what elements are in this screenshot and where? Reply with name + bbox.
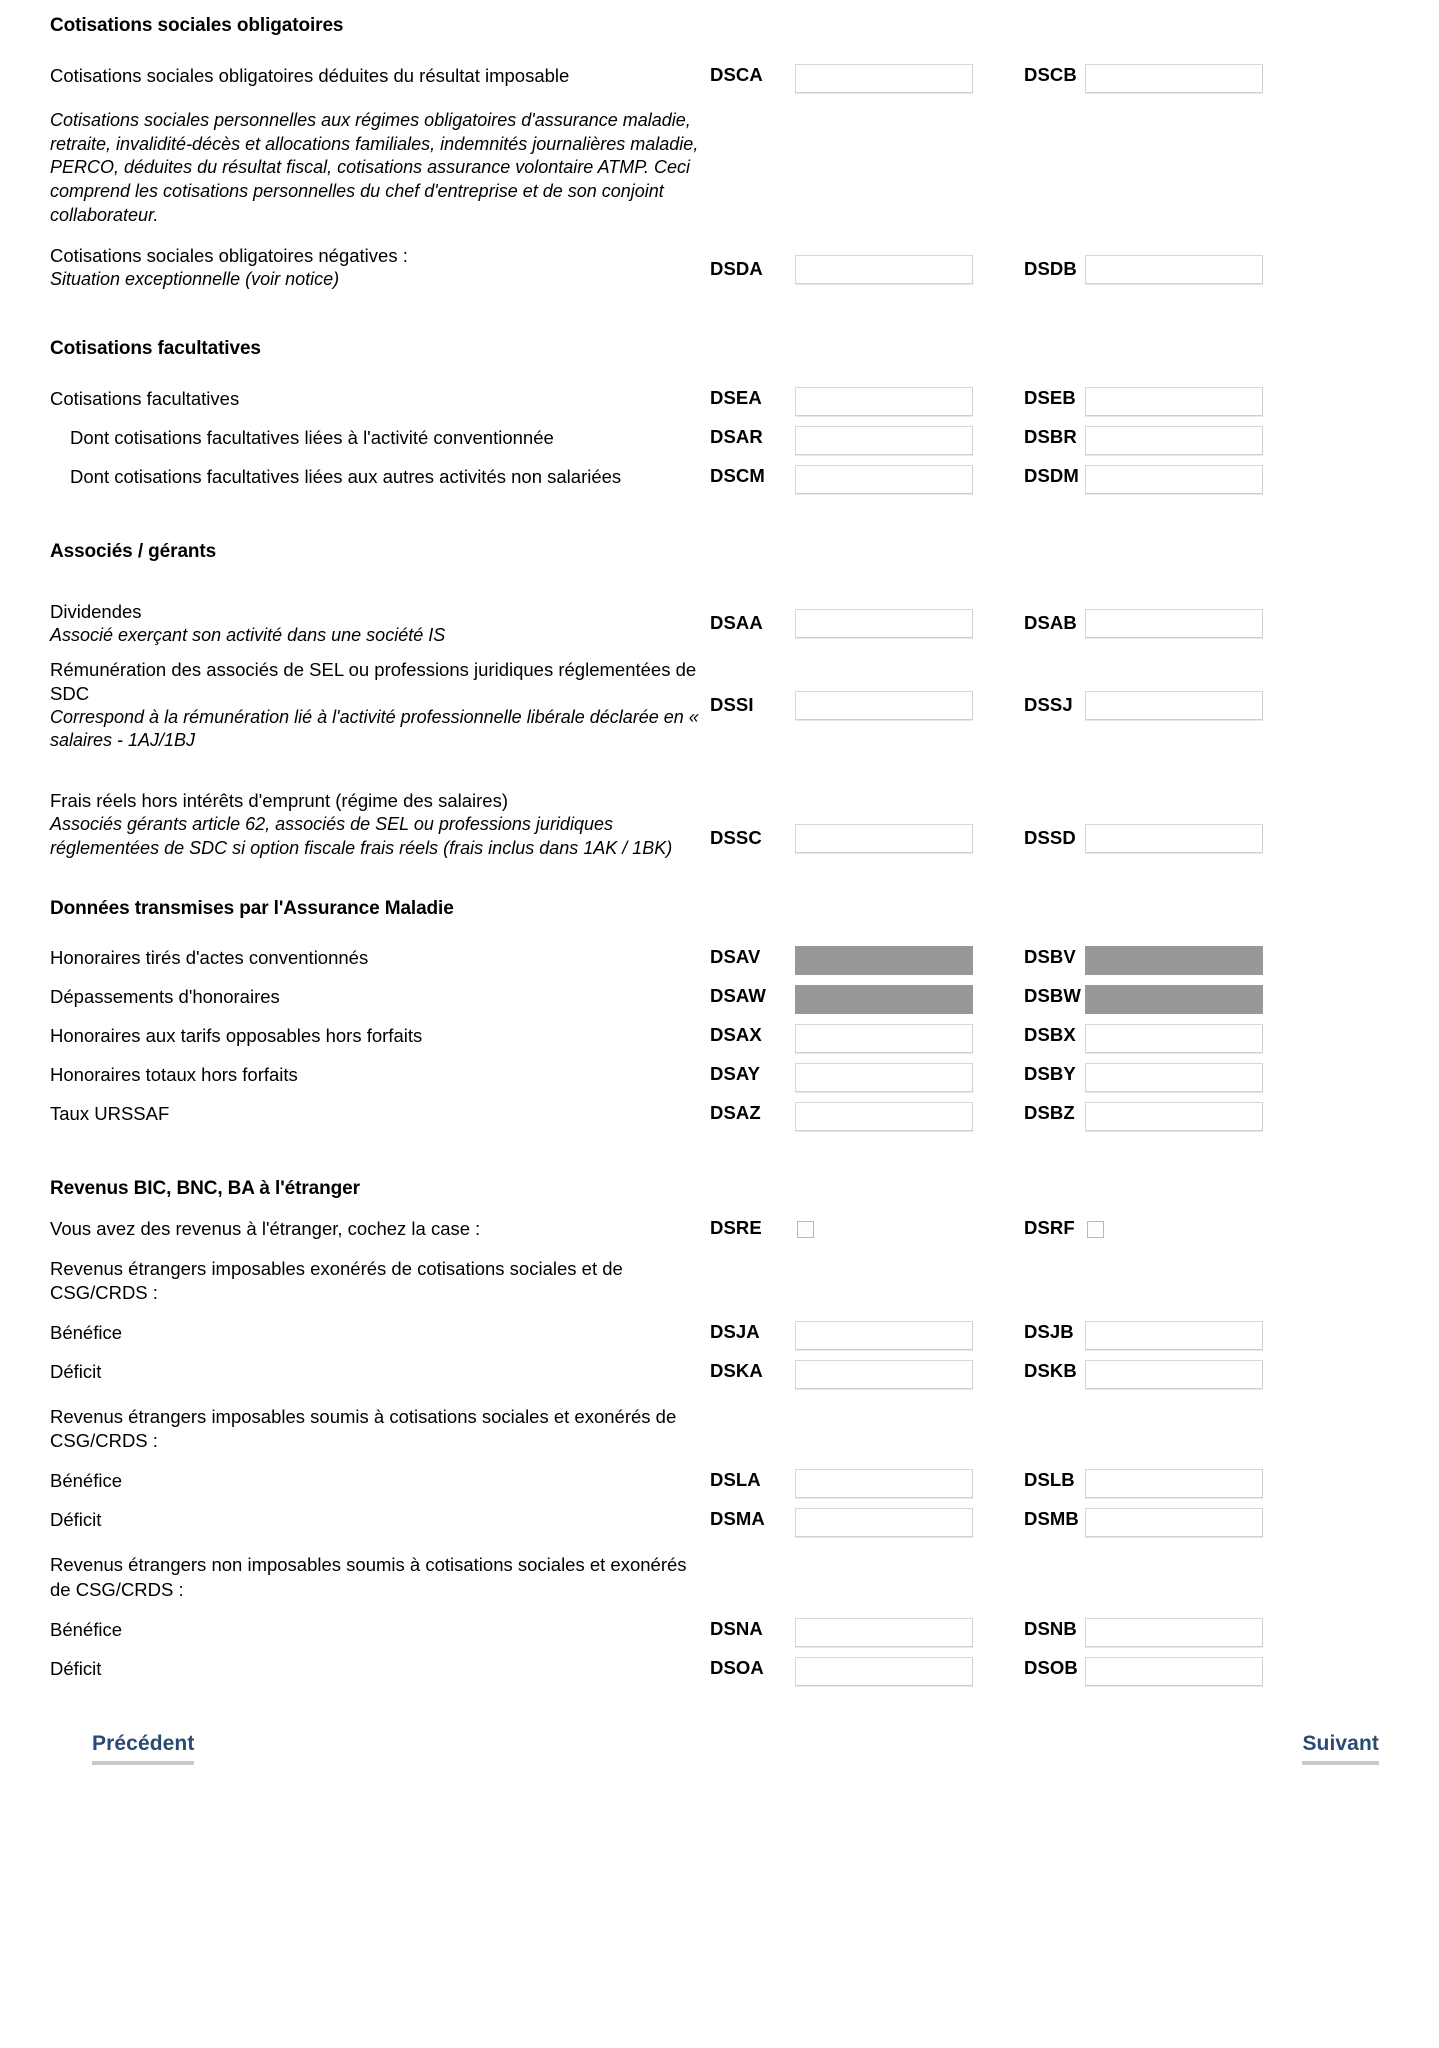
field-code-a: DSAX <box>710 1024 762 1046</box>
field-row-dska <box>0 1360 1439 1389</box>
checkbox-dsre[interactable] <box>797 1221 814 1238</box>
checkbox-dsrf[interactable] <box>1087 1221 1104 1238</box>
input-dsax[interactable] <box>795 1024 973 1053</box>
section-heading-row <box>0 337 1439 361</box>
field-code-b: DSBY <box>1024 1063 1076 1085</box>
input-dsab[interactable] <box>1085 609 1263 638</box>
footer-navigation <box>0 1732 1439 1765</box>
field-row-dsaz <box>0 1102 1439 1131</box>
field-row-dsaa <box>0 600 1439 648</box>
input-dsmb[interactable] <box>1085 1508 1263 1537</box>
subsection-label-soumis-cotisations <box>0 1405 1439 1453</box>
field-code-b: DSDB <box>1024 257 1077 279</box>
field-code-b: DSLB <box>1024 1469 1075 1491</box>
field-row-dsna <box>0 1618 1439 1647</box>
input-dsbr[interactable] <box>1085 426 1263 455</box>
section-title: Données transmises par l'Assurance Maladie <box>50 897 454 919</box>
field-hint: Associés gérants article 62, associés de SEL ou professions juridiques réglementées de SDC si option fiscale frais réels (frais inclus dans 1AK / 1BK) <box>50 814 673 858</box>
field-code-a: DSMA <box>710 1508 765 1530</box>
subsection-label-exoneres-cotisations <box>0 1257 1439 1305</box>
field-code-a: DSAR <box>710 426 763 448</box>
field-label: Déficit <box>50 1657 102 1679</box>
field-row-dsar <box>0 426 1439 455</box>
field-code-a: DSRE <box>710 1217 762 1239</box>
field-code-b: DSOB <box>1024 1656 1078 1678</box>
field-code-b: DSSD <box>1024 827 1076 849</box>
previous-button[interactable]: Précédent <box>92 1732 194 1765</box>
next-button[interactable]: Suivant <box>1302 1732 1379 1765</box>
section-title: Cotisations sociales obligatoires <box>50 15 344 36</box>
input-dsav[interactable] <box>795 946 973 975</box>
field-label: Dividendes <box>50 600 142 622</box>
section-heading-row <box>0 540 1439 564</box>
field-code-b: DSEB <box>1024 387 1076 409</box>
field-row-dsax <box>0 1024 1439 1053</box>
input-dsob[interactable] <box>1085 1657 1263 1686</box>
field-code-a: DSSI <box>710 693 754 715</box>
field-row-dsla <box>0 1469 1439 1498</box>
field-hint: Cotisations sociales personnelles aux régimes obligatoires d'assurance maladie, retraite, invalidité-décès et allocations familiales, indemnités journalières maladie, PERCO, déduites du résultat fiscal, cotisations assurance volontaire ATMP. Ceci comprend les cotisations personnelles du chef d'entreprise et de son conjoint collaborateur. <box>50 109 699 225</box>
field-label: Bénéfice <box>50 1618 122 1640</box>
field-code-a: DSDA <box>710 257 763 279</box>
field-code-a: DSJA <box>710 1321 760 1343</box>
field-label: Dont cotisations facultatives liées aux autres activités non salariées <box>70 466 622 488</box>
field-label: Dépassements d'honoraires <box>50 986 280 1008</box>
field-code-a: DSKA <box>710 1360 763 1382</box>
field-row-dsaw <box>0 985 1439 1014</box>
field-hint: Situation exceptionnelle (voir notice) <box>50 268 340 289</box>
field-code-a: DSAV <box>710 946 761 968</box>
field-row-dsda <box>0 244 1439 292</box>
field-label: Bénéfice <box>50 1470 122 1492</box>
field-row-dsca <box>0 64 1439 93</box>
input-dsaz[interactable] <box>795 1102 973 1131</box>
field-label: Honoraires aux tarifs opposables hors forfaits <box>50 1025 423 1047</box>
field-label: Dont cotisations facultatives liées à l'activité conventionnée <box>70 427 554 449</box>
section-title: Revenus BIC, BNC, BA à l'étranger <box>50 1178 360 1200</box>
input-dsbz[interactable] <box>1085 1102 1263 1131</box>
hint-row-cotisations-obligatoires <box>0 109 1439 228</box>
field-label: Déficit <box>50 1361 102 1383</box>
field-code-b: DSJB <box>1024 1321 1074 1343</box>
subsection-label-non-imposables <box>0 1553 1439 1601</box>
field-label: Cotisations sociales obligatoires déduites du résultat imposable <box>50 64 570 86</box>
input-dsby[interactable] <box>1085 1063 1263 1092</box>
field-code-b: DSBW <box>1024 985 1081 1007</box>
field-label: Rémunération des associés de SEL ou professions juridiques réglementées de SDC <box>50 658 697 704</box>
input-dsdm[interactable] <box>1085 465 1263 494</box>
field-code-a: DSCA <box>710 63 763 85</box>
input-dsea[interactable] <box>795 387 973 416</box>
field-row-dsea <box>0 387 1439 416</box>
field-row-dscm <box>0 465 1439 494</box>
input-dsma[interactable] <box>795 1508 973 1537</box>
input-dslb[interactable] <box>1085 1469 1263 1498</box>
field-label: Taux URSSAF <box>50 1103 170 1125</box>
section-heading-row <box>0 14 1439 38</box>
subsection-label: Revenus étrangers non imposables soumis à cotisations sociales et exonérés de CSG/CRDS : <box>50 1554 687 1600</box>
input-dsca[interactable] <box>795 64 973 93</box>
field-label: Honoraires totaux hors forfaits <box>50 1064 298 1086</box>
field-code-b: DSKB <box>1024 1360 1077 1382</box>
section-title: Cotisations facultatives <box>50 338 261 360</box>
field-row-dsre <box>0 1217 1439 1241</box>
input-dska[interactable] <box>795 1360 973 1389</box>
field-hint: Associé exerçant son activité dans une société IS <box>50 624 446 645</box>
input-dsbv[interactable] <box>1085 946 1263 975</box>
input-dsoa[interactable] <box>795 1657 973 1686</box>
field-code-a: DSOA <box>710 1656 764 1678</box>
field-code-b: DSBX <box>1024 1024 1076 1046</box>
field-label: Cotisations facultatives <box>50 388 240 410</box>
field-row-dsay <box>0 1063 1439 1092</box>
field-code-b: DSCB <box>1024 63 1077 85</box>
field-code-a: DSSC <box>710 827 762 849</box>
input-dssc[interactable] <box>795 824 973 853</box>
input-dskb[interactable] <box>1085 1360 1263 1389</box>
section-title: Associés / gérants <box>50 541 217 563</box>
field-code-b: DSSJ <box>1024 693 1073 715</box>
input-dsla[interactable] <box>795 1469 973 1498</box>
input-dsdb[interactable] <box>1085 255 1263 284</box>
field-code-a: DSNA <box>710 1617 763 1639</box>
field-code-a: DSAY <box>710 1063 761 1085</box>
field-code-a: DSCM <box>710 465 765 487</box>
input-dscm[interactable] <box>795 465 973 494</box>
field-hint: Correspond à la rémunération lié à l'activité professionnelle libérale déclarée en « salaires - 1AJ/1BJ <box>50 706 699 751</box>
input-dsar[interactable] <box>795 426 973 455</box>
field-code-a: DSLA <box>710 1469 761 1491</box>
field-row-dssi <box>0 658 1439 754</box>
input-dssj[interactable] <box>1085 691 1263 720</box>
input-dsja[interactable] <box>795 1321 973 1350</box>
field-row-dssc <box>0 789 1439 861</box>
input-dsnb[interactable] <box>1085 1618 1263 1647</box>
field-label: Vous avez des revenus à l'étranger, cochez la case : <box>50 1218 481 1240</box>
section-associes-gerants <box>0 540 1439 861</box>
field-label: Honoraires tirés d'actes conventionnés <box>50 947 369 969</box>
field-code-b: DSMB <box>1024 1508 1079 1530</box>
field-label: Déficit <box>50 1509 102 1531</box>
section-heading-row <box>0 897 1439 921</box>
field-label: Frais réels hors intérêts d'emprunt (régime des salaires) <box>50 790 508 812</box>
input-dsbx[interactable] <box>1085 1024 1263 1053</box>
field-row-dsoa <box>0 1657 1439 1686</box>
field-label: Cotisations sociales obligatoires négatives : <box>50 244 408 266</box>
subsection-label: Revenus étrangers imposables soumis à cotisations sociales et exonérés de CSG/CRDS : <box>50 1406 677 1452</box>
field-code-b: DSDM <box>1024 465 1079 487</box>
field-label: Bénéfice <box>50 1322 122 1344</box>
input-dsda[interactable] <box>795 255 973 284</box>
field-code-a: DSAW <box>710 985 766 1007</box>
field-code-b: DSBR <box>1024 426 1077 448</box>
section-revenus-etranger <box>0 1177 1439 1685</box>
field-code-b: DSBV <box>1024 946 1076 968</box>
field-row-dsav <box>0 946 1439 975</box>
field-code-b: DSNB <box>1024 1617 1077 1639</box>
field-code-b: DSAB <box>1024 611 1077 633</box>
input-dsaa[interactable] <box>795 609 973 638</box>
section-donnees-assurance-maladie <box>0 897 1439 1132</box>
input-dsay[interactable] <box>795 1063 973 1092</box>
section-cotisations-facultatives <box>0 337 1439 494</box>
field-row-dsma <box>0 1508 1439 1537</box>
input-dsbw[interactable] <box>1085 985 1263 1014</box>
section-heading-row <box>0 1177 1439 1201</box>
input-dseb[interactable] <box>1085 387 1263 416</box>
input-dssd[interactable] <box>1085 824 1263 853</box>
input-dsjb[interactable] <box>1085 1321 1263 1350</box>
subsection-label: Revenus étrangers imposables exonérés de cotisations sociales et de CSG/CRDS : <box>50 1258 623 1304</box>
input-dsna[interactable] <box>795 1618 973 1647</box>
field-code-a: DSEA <box>710 387 762 409</box>
section-cotisations-sociales-obligatoires <box>0 14 1439 291</box>
field-code-a: DSAA <box>710 611 763 633</box>
input-dscb[interactable] <box>1085 64 1263 93</box>
input-dsaw[interactable] <box>795 985 973 1014</box>
field-code-b: DSRF <box>1024 1217 1075 1239</box>
field-row-dsja <box>0 1321 1439 1350</box>
field-code-a: DSAZ <box>710 1102 761 1124</box>
input-dssi[interactable] <box>795 691 973 720</box>
field-code-b: DSBZ <box>1024 1102 1075 1124</box>
